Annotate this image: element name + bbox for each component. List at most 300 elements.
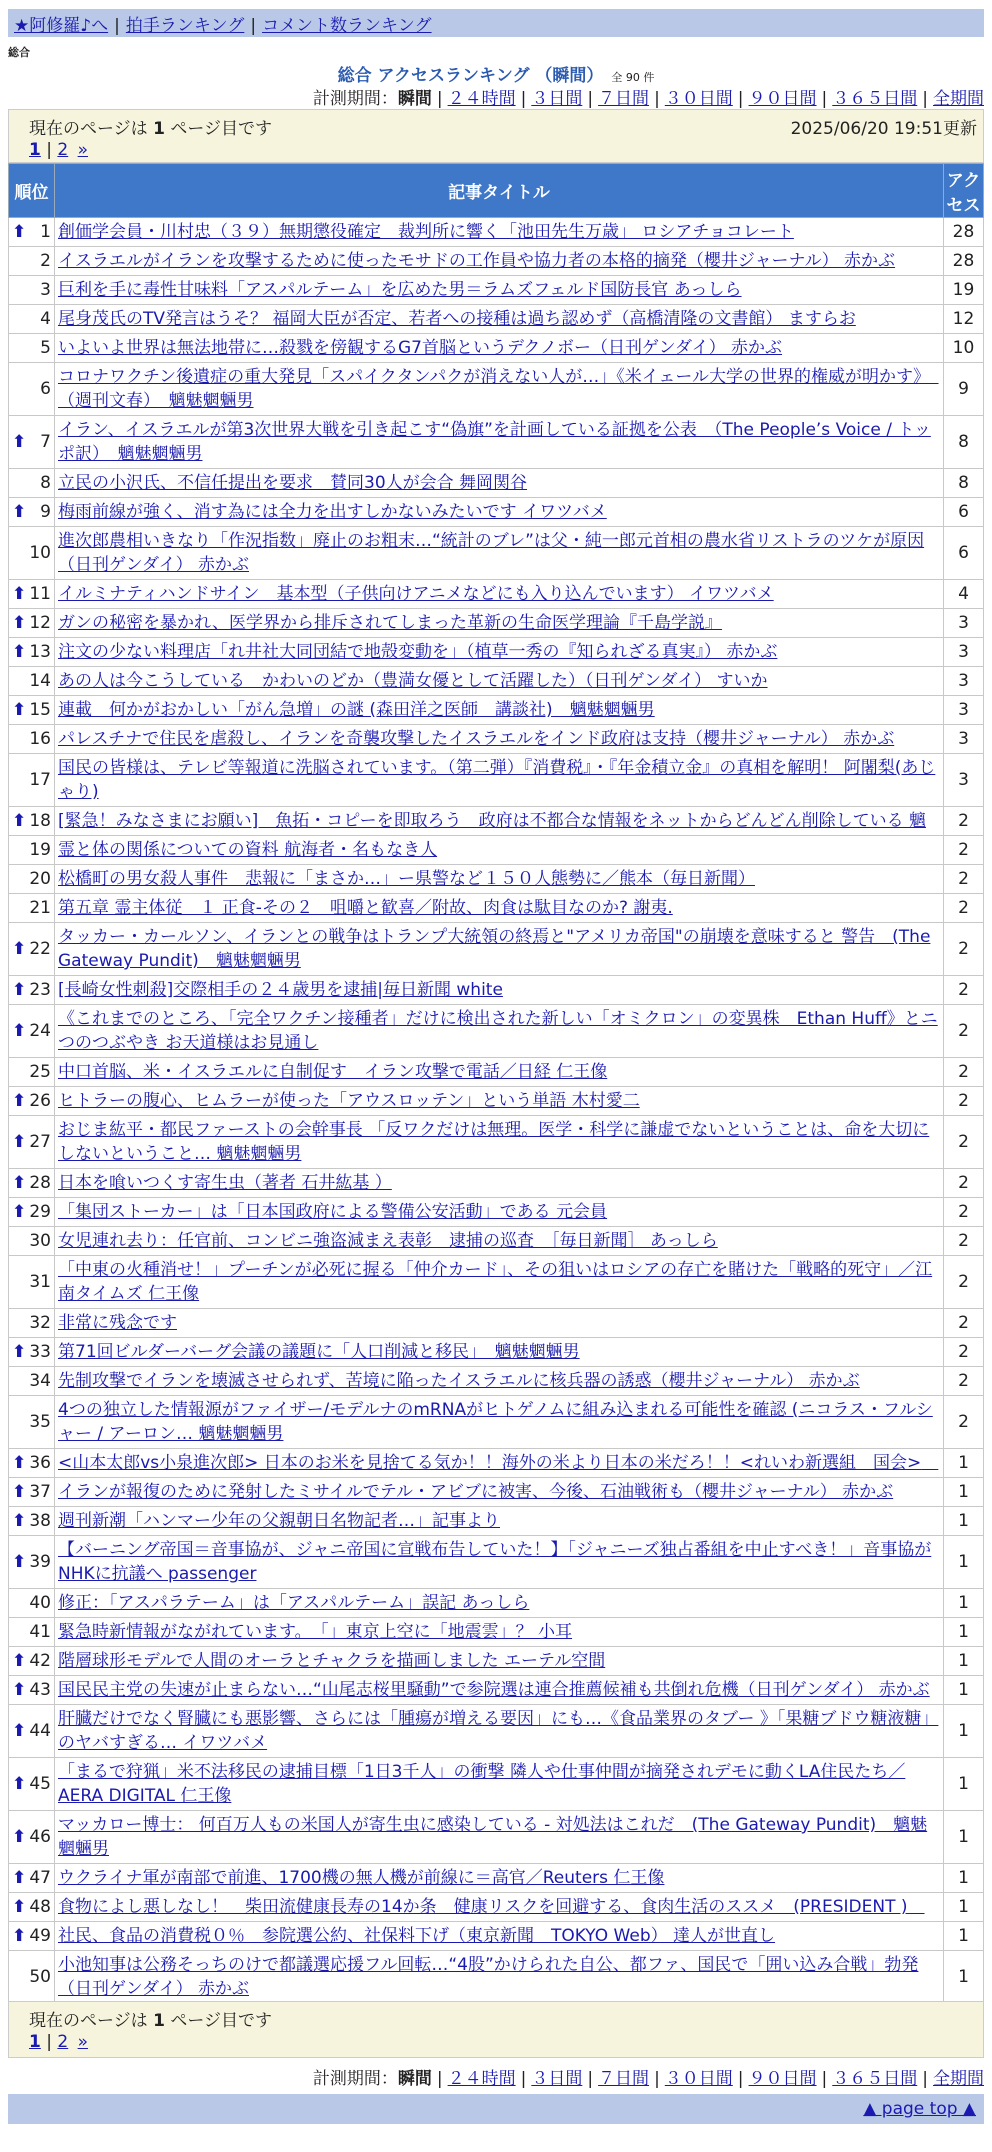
period-separator: |: [587, 89, 594, 109]
table-row: [9, 1396, 984, 1449]
table-row: [9, 696, 984, 725]
title-cell: [55, 1367, 944, 1396]
rank-cell: [9, 894, 55, 923]
article-title-link[interactable]: おじま紘平・都民ファーストの会幹事長 「反ワクだけは無理。医学・科学に謙虚でないということは、命を大切にしないということ… 魑魅魍魎男: [58, 1120, 930, 1164]
period-option-link[interactable]: ３０日間: [664, 2069, 733, 2089]
table-row: [9, 1893, 984, 1922]
rank-number: 43: [29, 1680, 51, 1700]
period-separator: |: [520, 89, 527, 109]
page-title: 総合 アクセスランキング （瞬間）: [337, 66, 604, 86]
article-title-link[interactable]: 尾身茂氏のTV発言はうそ？ 福岡大臣が否定、若者への接種は過ち認めず（高橋清隆の文書館） ますらお: [58, 309, 856, 329]
home-link[interactable]: ★阿修羅♪へ: [14, 16, 109, 36]
period-separator: |: [436, 2069, 443, 2089]
access-count: 3: [944, 638, 984, 667]
rank-cell: [9, 305, 55, 334]
title-cell: [55, 1647, 944, 1676]
rank-cell: [9, 1647, 55, 1676]
access-header: アクセス: [944, 164, 984, 218]
rank-up-icon: ⬆: [12, 642, 27, 662]
article-title-link[interactable]: 肝臓だけでなく腎臓にも悪影響、さらには「腫瘍が増える要因」にも…《食品業界のタブー 》「果糖ブドウ糖液糖」のヤバすぎる… イワツバメ: [58, 1709, 939, 1753]
rank-up-icon: ⬆: [12, 811, 27, 831]
current-page-text: 現在のページは 1 ページ目です: [29, 119, 272, 139]
rank-cell: [9, 469, 55, 498]
rank-cell: [9, 1758, 55, 1811]
rank-up-icon: ⬆: [12, 1091, 27, 1111]
access-count: 6: [944, 527, 984, 580]
rank-number: 13: [29, 642, 51, 662]
comment-ranking-link[interactable]: コメント数ランキング: [262, 16, 432, 36]
rank-number: 4: [40, 309, 51, 329]
article-title-link[interactable]: 梅雨前線が強く、消す為には全力を出すしかないみたいです イワツバメ: [58, 502, 607, 522]
rank-up-icon: ⬆: [12, 1173, 27, 1193]
rank-number: 50: [29, 1967, 51, 1987]
page-2-link[interactable]: 2: [57, 140, 69, 160]
rank-number: 39: [29, 1552, 51, 1572]
rank-cell: [9, 923, 55, 976]
title-cell: [55, 218, 944, 247]
article-title-link[interactable]: 連載 何かがおかしい「がん急増」の謎 (森田洋之医師 講談社) 魑魅魍魎男: [58, 700, 655, 720]
title-cell: [55, 1116, 944, 1169]
title-cell: [55, 807, 944, 836]
table-row: [9, 363, 984, 416]
rank-up-icon: ⬆: [12, 1827, 27, 1847]
updated-timestamp: 2025/06/20 19:51更新: [790, 119, 977, 139]
title-cell: [55, 1589, 944, 1618]
table-row: [9, 527, 984, 580]
access-count: 6: [944, 498, 984, 527]
article-title-link[interactable]: 社民、食品の消費税０％ 参院選公約、社保料下げ（東京新聞 TOKYO Web） 達人が世直し: [58, 1926, 776, 1946]
rank-cell: [9, 1396, 55, 1449]
rank-up-icon: ⬆: [12, 700, 27, 720]
rank-number: 20: [29, 869, 51, 889]
rank-number: 10: [29, 543, 51, 563]
article-title-link[interactable]: いよいよ世界は無法地帯に…殺戮を傍観するG7首脳というデクノボー（日刊ゲンダイ） 赤かぶ: [58, 338, 783, 358]
period-label: 計測期間：: [312, 2069, 398, 2089]
rank-cell: [9, 1922, 55, 1951]
title-cell: [55, 1058, 944, 1087]
article-title-link[interactable]: あの人は今こうしている かわいのどか（豊満女優として活躍した）（日刊ゲンダイ） すいか: [58, 671, 768, 691]
title-cell: [55, 1169, 944, 1198]
rank-cell: [9, 976, 55, 1005]
period-option-link[interactable]: ９０日間: [748, 89, 817, 109]
rank-cell: [9, 1005, 55, 1058]
page-links: 1 | 2 »: [29, 2032, 89, 2052]
page-top-link[interactable]: ▲ page top ▲: [863, 2099, 976, 2119]
article-title-link[interactable]: 階層球形モデルで人間のオーラとチャクラを描画しました エーテル空間: [58, 1651, 606, 1671]
rank-number: 15: [29, 700, 51, 720]
table-row: [9, 1589, 984, 1618]
rank-number: 6: [40, 379, 51, 399]
access-count: 10: [944, 334, 984, 363]
table-row: [9, 923, 984, 976]
access-count: 9: [944, 363, 984, 416]
table-row: [9, 1116, 984, 1169]
rank-cell: [9, 696, 55, 725]
rank-cell: [9, 1676, 55, 1705]
rank-up-icon: ⬆: [12, 1342, 27, 1362]
article-title-link[interactable]: 立民の小沢氏、不信任提出を要求 賛同30人が会合 舞岡関谷: [58, 473, 528, 493]
article-title-link[interactable]: 進次郎農相いきなり「作況指数」廃止のお粗末…“統計のブレ”は父・純一郎元首相の農水省リストラのツケが原因（日刊ゲンダイ） 赤かぶ: [58, 531, 925, 575]
rank-number: 27: [29, 1132, 51, 1152]
article-title-link[interactable]: 小池知事は公務そっちのけで都議選応援フル回転…“4股”かけられた自公、都ファ、国民で「囲い込み合戦」勃発（日刊ゲンダイ） 赤かぶ: [58, 1955, 919, 1999]
rank-cell: [9, 1116, 55, 1169]
rank-cell: [9, 1449, 55, 1478]
title-cell: [55, 1893, 944, 1922]
title-cell: [55, 976, 944, 1005]
rank-cell: [9, 1811, 55, 1864]
title-cell: [55, 1087, 944, 1116]
article-title-link[interactable]: [長崎女性刺殺]交際相手の２４歳男を逮捕|毎日新聞 white: [58, 980, 503, 1000]
rank-up-icon: ⬆: [12, 502, 27, 522]
period-separator: |: [436, 89, 443, 109]
rank-up-icon: ⬆: [12, 1897, 27, 1917]
article-title-link[interactable]: 日本を喰いつくす寄生虫（著者 石井紘基 ）: [58, 1173, 392, 1193]
page-links: 1 | 2 »: [29, 140, 89, 160]
article-title-link[interactable]: 先制攻撃でイランを壊滅させられず、苦境に陥ったイスラエルに核兵器の誘惑（櫻井ジャーナル） 赤かぶ: [58, 1371, 860, 1391]
rank-number: 35: [29, 1412, 51, 1432]
rank-number: 28: [29, 1173, 51, 1193]
article-title-link[interactable]: 注文の少ない料理店「れ井社大同団結で地殻変動を」（植草一秀の『知られざる真実』） 赤かぶ: [58, 642, 778, 662]
period-option-link[interactable]: ３６５日間: [832, 2069, 918, 2089]
table-row: [9, 1309, 984, 1338]
access-count: 2: [944, 1005, 984, 1058]
ranking-table: [8, 163, 984, 2004]
table-row: [9, 667, 984, 696]
article-title-link[interactable]: ガンの秘密を暴かれ、医学界から排斥されてしまった革新の生命医学理論『千島学説』: [58, 613, 723, 633]
period-option-link[interactable]: ３日間: [531, 2069, 583, 2089]
table-row: [9, 1478, 984, 1507]
rank-number: 46: [29, 1827, 51, 1847]
page-1-link[interactable]: 1: [29, 2032, 41, 2052]
period-separator: |: [922, 2069, 928, 2089]
title-cell: [55, 609, 944, 638]
rank-number: 49: [29, 1926, 51, 1946]
table-row: [9, 1058, 984, 1087]
rank-cell: [9, 1367, 55, 1396]
access-count: 1: [944, 1893, 984, 1922]
title-cell: [55, 696, 944, 725]
rank-cell: [9, 667, 55, 696]
rank-number: 16: [29, 729, 51, 749]
access-count: 1: [944, 1758, 984, 1811]
article-title-link[interactable]: 《これまでのところ、「完全ワクチン接種者」だけに検出された新しい「オミクロン」の変異株 Ethan Huff》とニつのつぶやき お天道様はお見通し: [58, 1009, 938, 1053]
access-count: 2: [944, 1227, 984, 1256]
article-title-link[interactable]: 霊と体の関係についての資料 航海者・名もなき人: [58, 840, 438, 860]
rank-up-icon: ⬆: [12, 1511, 27, 1531]
article-title-link[interactable]: 第五章 霊主体従 １ 正食-その２ 咀嚼と歓喜／附故、肉食は駄目なのか? 謝夷.: [58, 898, 673, 918]
nav-separator: |: [114, 16, 120, 36]
title-cell: [55, 469, 944, 498]
access-count: 1: [944, 1449, 984, 1478]
rank-number: 31: [29, 1272, 51, 1292]
rank-cell: [9, 725, 55, 754]
rank-cell: [9, 218, 55, 247]
current-page-text: 現在のページは 1 ページ目です: [29, 2011, 272, 2031]
article-title-link[interactable]: 緊急時新情報がながれています。 「」東京上空に「地震雲」？ 小耳: [58, 1622, 573, 1642]
rank-number: 37: [29, 1482, 51, 1502]
article-title-link[interactable]: 国民の皆様は、テレビ等報道に洗脳されています。（第二弾）『消費税』・『年金積立金』の真相を解明！ 阿闍梨(あじゃり): [58, 758, 936, 802]
article-title-link[interactable]: イランが報復のために発射したミサイルでテル・アビブに被害、今後、石油戦術も（櫻井ジャーナル） 赤かぶ: [58, 1482, 894, 1502]
period-separator: |: [654, 2069, 660, 2089]
article-title-link[interactable]: 「まるで狩猟」米不法移民の逮捕目標「1日3千人」の衝撃 隣人や仕事仲間が摘発されデモに動くLA住民たち／AERA DIGITAL 仁王像: [58, 1762, 906, 1806]
access-count: 3: [944, 609, 984, 638]
rank-cell: [9, 1618, 55, 1647]
access-count: 3: [944, 725, 984, 754]
article-title-link[interactable]: 「中東の火種消せ！」プーチンが必死に握る「仲介カード」、その狙いはロシアの存亡を賭けた「戦略的死守」／江南タイムズ 仁王像: [58, 1260, 933, 1304]
rank-number: 45: [29, 1774, 51, 1794]
access-count: 1: [944, 1676, 984, 1705]
rank-cell: [9, 807, 55, 836]
rank-cell: [9, 865, 55, 894]
access-count: 2: [944, 1198, 984, 1227]
table-row: [9, 1169, 984, 1198]
rank-number: 24: [29, 1021, 51, 1041]
table-row: [9, 1647, 984, 1676]
title-cell: [55, 1811, 944, 1864]
rank-up-icon: ⬆: [12, 1132, 27, 1152]
nav-separator: |: [250, 16, 257, 36]
rank-cell: [9, 247, 55, 276]
article-title-link[interactable]: 「集団ストーカー」は「日本国政府による警備公安活動」である 元会員: [58, 1202, 608, 1222]
next-page-link[interactable]: »: [77, 2032, 89, 2052]
table-row: [9, 580, 984, 609]
access-count: 28: [944, 247, 984, 276]
table-row: [9, 1367, 984, 1396]
footer-bar: [8, 2094, 984, 2124]
rank-cell: [9, 276, 55, 305]
article-title-link[interactable]: 食物によし悪しなし！ 柴田流健康長寿の14か条 健康リスクを回避する、食肉生活のススメ (PRESIDENT ): [58, 1897, 908, 1917]
total-count: 全 90 件: [611, 71, 655, 84]
table-row: [9, 1676, 984, 1705]
rank-up-icon: ⬆: [12, 1868, 27, 1888]
rank-number: 36: [29, 1453, 51, 1473]
rank-up-icon: ⬆: [12, 939, 27, 959]
period-current: 瞬間: [397, 89, 432, 109]
next-page-link[interactable]: »: [77, 140, 89, 160]
access-count: 4: [944, 580, 984, 609]
rank-number: 40: [29, 1593, 51, 1613]
pager-top: [8, 109, 984, 163]
rank-up-icon: ⬆: [12, 584, 27, 604]
access-count: 1: [944, 1536, 984, 1589]
page-1-link[interactable]: 1: [29, 140, 41, 160]
page-2-link[interactable]: 2: [57, 2032, 69, 2052]
title-cell: [55, 836, 944, 865]
title-cell: [55, 923, 944, 976]
access-count: 1: [944, 1705, 984, 1758]
period-separator: |: [821, 2069, 828, 2089]
table-row: [9, 305, 984, 334]
rank-up-icon: ⬆: [12, 613, 27, 633]
article-title-link[interactable]: 中口首脳、米・イスラエルに自制促す イラン攻撃で電話／日経 仁王像: [58, 1062, 608, 1082]
period-separator: |: [654, 89, 660, 109]
title-cell: [55, 1478, 944, 1507]
title-cell: [55, 527, 944, 580]
rank-cell: [9, 334, 55, 363]
period-option-link[interactable]: ２４時間: [447, 2069, 516, 2089]
period-separator: |: [587, 2069, 594, 2089]
article-title-link[interactable]: <山本太郎vs小泉進次郎> 日本のお米を見捨てる気か！！海外の米より日本の米だろ！！<れいわ新選組 国会>: [58, 1453, 922, 1473]
title-cell: [55, 334, 944, 363]
title-cell: [55, 1227, 944, 1256]
rank-cell: [9, 1864, 55, 1893]
article-title-link[interactable]: ヒトラーの腹心、ヒムラーが使った「アウスロッテン」という単語 木村愛二: [58, 1091, 640, 1111]
article-title-link[interactable]: 修正：「アスパラテーム」は「アスパルテーム」誤記 あっしら: [58, 1593, 530, 1613]
rank-cell: [9, 1705, 55, 1758]
rank-number: 1: [40, 222, 51, 242]
rank-up-icon: ⬆: [12, 432, 27, 452]
table-row: [9, 247, 984, 276]
article-title-link[interactable]: 第71回ビルダーバーグ会議の議題に「人口削減と移民」 魑魅魍魎男: [58, 1342, 580, 1362]
title-cell: [55, 580, 944, 609]
title-cell: [55, 1005, 944, 1058]
table-row: [9, 276, 984, 305]
rank-cell: [9, 580, 55, 609]
title-cell: [55, 1758, 944, 1811]
rank-cell: [9, 1169, 55, 1198]
period-option-link[interactable]: ９０日間: [748, 2069, 817, 2089]
article-title-link[interactable]: 巨利を手に毒性甘味料「アスパルテーム」を広めた男＝ラムズフェルド国防長官 あっしら: [58, 280, 742, 300]
table-row: [9, 1864, 984, 1893]
rank-number: 30: [29, 1231, 51, 1251]
title-cell: [55, 498, 944, 527]
rank-up-icon: ⬆: [12, 1721, 27, 1741]
rank-number: 44: [29, 1721, 51, 1741]
article-title-link[interactable]: 松橋町の男女殺人事件 悲報に「まさか…」ー県警など１５０人態勢に／熊本（毎日新聞）: [58, 869, 755, 889]
rank-cell: [9, 416, 55, 469]
rank-up-icon: ⬆: [12, 1453, 27, 1473]
table-row: [9, 1758, 984, 1811]
rank-number: 23: [29, 980, 51, 1000]
access-count: 3: [944, 696, 984, 725]
access-count: 1: [944, 1478, 984, 1507]
rank-number: 29: [29, 1202, 51, 1222]
rank-number: 42: [29, 1651, 51, 1671]
access-count: 3: [944, 754, 984, 807]
table-row: [9, 1705, 984, 1758]
article-title-link[interactable]: 非常に残念です: [58, 1313, 177, 1333]
rank-cell: [9, 1198, 55, 1227]
rank-number: 48: [29, 1897, 51, 1917]
rank-cell: [9, 1478, 55, 1507]
title-cell: [55, 1338, 944, 1367]
rank-number: 7: [40, 432, 51, 452]
rank-cell: [9, 1227, 55, 1256]
rank-up-icon: ⬆: [12, 1552, 27, 1572]
table-row: [9, 894, 984, 923]
rank-cell: [9, 1309, 55, 1338]
period-option-link[interactable]: ３６５日間: [832, 89, 918, 109]
rank-cell: [9, 1893, 55, 1922]
pager-bottom: [8, 2001, 984, 2058]
page-title-wrap: [0, 61, 992, 86]
title-cell: [55, 276, 944, 305]
period-option-link[interactable]: ７日間: [598, 89, 650, 109]
period-option-link[interactable]: 全期間: [933, 89, 984, 109]
rank-number: 33: [29, 1342, 51, 1362]
access-count: 2: [944, 1338, 984, 1367]
table-row: [9, 1449, 984, 1478]
period-option-link[interactable]: ３日間: [531, 89, 583, 109]
access-count: 2: [944, 976, 984, 1005]
rank-cell: [9, 1256, 55, 1309]
rank-cell: [9, 1589, 55, 1618]
article-title-link[interactable]: イスラエルがイランを攻撃するために使ったモサドの工作員や協力者の本格的摘発（櫻井ジャーナル） 赤かぶ: [58, 251, 896, 271]
title-cell: [55, 894, 944, 923]
article-title-link[interactable]: 【バーニング帝国＝音事協が、ジャニ帝国に宣戦布告していた！】「ジャニーズ独占番組を中止すべき！」音事協がNHKに抗議へ passenger: [58, 1540, 932, 1584]
access-count: 1: [944, 1811, 984, 1864]
period-option-link[interactable]: 全期間: [933, 2069, 984, 2089]
rank-cell: [9, 363, 55, 416]
rank-up-icon: ⬆: [12, 1926, 27, 1946]
access-count: 1: [944, 1647, 984, 1676]
access-count: 1: [944, 1589, 984, 1618]
period-option-link[interactable]: ３０日間: [664, 89, 733, 109]
article-title-link[interactable]: ウクライナ軍が南部で前進、1700機の無人機が前線に＝高官／Reuters 仁王像: [58, 1868, 665, 1888]
article-title-link[interactable]: パレスチナで住民を虐殺し、イランを奇襲攻撃したイスラエルをインド政府は支持（櫻井ジャーナル） 赤かぶ: [58, 729, 895, 749]
table-row: [9, 1922, 984, 1951]
article-title-link[interactable]: 週刊新潮「ハンマー少年の父親朝日名物記者…」記事より: [58, 1511, 500, 1531]
article-title-link[interactable]: コロナワクチン後遺症の重大発見「スパイクタンパクが消えない人が…」《米イェール大学の世界的権威が明かす》 （週刊文春） 魑魅魍魎男: [58, 367, 939, 411]
title-cell: [55, 1676, 944, 1705]
rank-number: 3: [40, 280, 51, 300]
table-row: [9, 1338, 984, 1367]
table-row: [9, 638, 984, 667]
rank-up-icon: ⬆: [12, 1021, 27, 1041]
table-row: [9, 334, 984, 363]
title-cell: [55, 1198, 944, 1227]
access-count: 8: [944, 469, 984, 498]
title-cell: [55, 305, 944, 334]
access-count: 2: [944, 1087, 984, 1116]
table-row: [9, 725, 984, 754]
article-title-link[interactable]: 4つの独立した情報源がファイザー/モデルナのmRNAがヒトゲノムに組み込まれる可能性を確認 (ニコラス・フルシャー / アーロン… 魑魅魍魎男: [58, 1400, 933, 1444]
period-separator: |: [520, 2069, 527, 2089]
period-option-link[interactable]: ２４時間: [447, 89, 516, 109]
article-title-link[interactable]: 創価学会員・川村忠（３９）無期懲役確定 裁判所に響く「池田先生万歳」 ロシアチョコレート: [58, 222, 794, 242]
article-title-link[interactable]: 国民民主党の失速が止まらない…“山尾志桜里騒動”で参院選は連合推薦候補も共倒れ危機（日刊ゲンダイ） 赤かぶ: [58, 1680, 930, 1700]
period-selector-top: [313, 84, 984, 109]
access-count: 2: [944, 1058, 984, 1087]
access-count: 2: [944, 1367, 984, 1396]
table-row: [9, 1087, 984, 1116]
article-title-link[interactable]: イラン、イスラエルが第3次世界大戦を引き起こす“偽旗”を計画している証拠を公表 （The People’s Voice / トッポ訳） 魑魅魍魎男: [58, 420, 931, 464]
rank-cell: [9, 1507, 55, 1536]
table-row: [9, 1005, 984, 1058]
table-row: [9, 1536, 984, 1589]
article-title-link[interactable]: 女児連れ去り：任官前、コンビニ強盗減まえ表彰 逮捕の巡査 ［毎日新聞］ あっしら: [58, 1231, 718, 1251]
rank-number: 11: [29, 584, 51, 604]
article-title-link[interactable]: イルミナティハンドサイン 基本型（子供向けアニメなどにも入り込んでいます） イワツバメ: [58, 584, 774, 604]
title-cell: [55, 1536, 944, 1589]
period-option-link[interactable]: ７日間: [598, 2069, 650, 2089]
rank-up-icon: ⬆: [12, 980, 27, 1000]
access-count: 2: [944, 1169, 984, 1198]
article-title-link[interactable]: タッカー・カールソン、イランとの戦争はトランプ大統領の終焉と"アメリカ帝国"の崩壊を意味すると 警告 (The Gateway Pundit) 魑魅魍魎男: [58, 927, 931, 971]
rank-cell: [9, 1058, 55, 1087]
rank-number: 34: [29, 1371, 51, 1391]
table-row: [9, 469, 984, 498]
rank-up-icon: ⬆: [12, 1202, 27, 1222]
access-count: 2: [944, 836, 984, 865]
access-count: 2: [944, 1309, 984, 1338]
table-row: [9, 836, 984, 865]
period-separator: |: [922, 89, 928, 109]
access-count: 1: [944, 1864, 984, 1893]
clap-ranking-link[interactable]: 拍手ランキング: [125, 16, 245, 36]
article-title-link[interactable]: マッカロー博士： 何百万人もの米国人が寄生虫に感染している - 対処法はこれだ (The Gateway Pundit) 魑魅魍魎男: [58, 1815, 928, 1859]
article-title-link[interactable]: [緊急！みなさまにお願い] 魚拓・コピーを即取ろう 政府は不都合な情報をネットからどんどん削除している 魑: [58, 811, 926, 831]
